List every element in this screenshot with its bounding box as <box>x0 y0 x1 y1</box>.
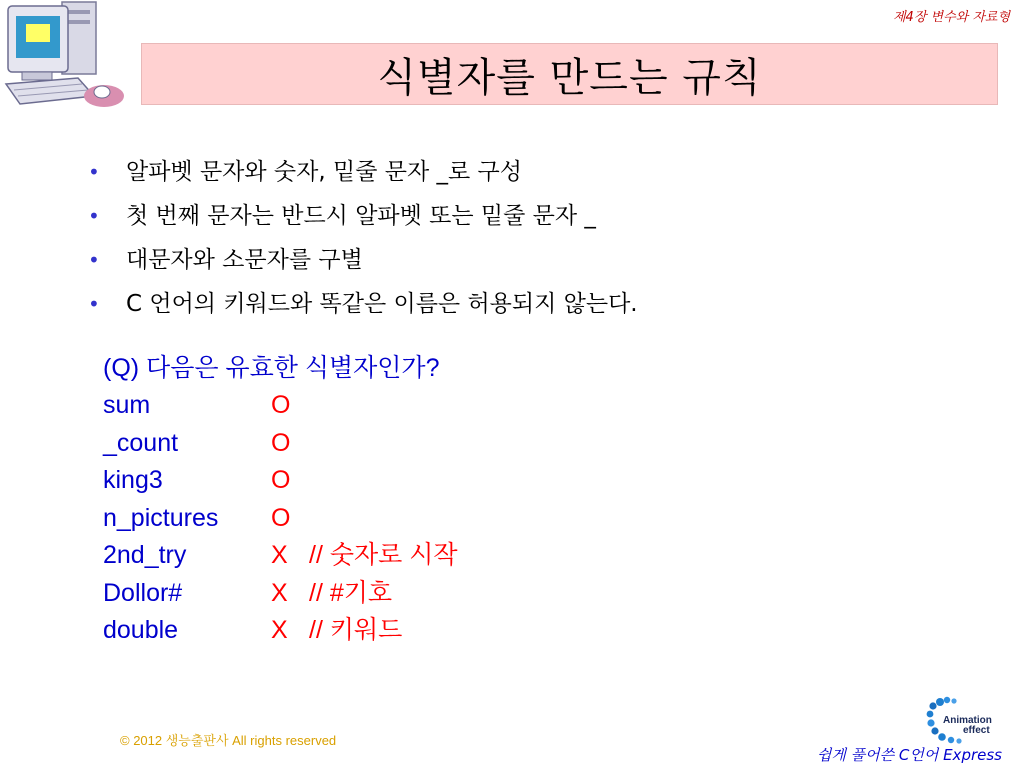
identifier-name: n_pictures <box>103 503 219 532</box>
rule-text: 첫 번째 문자는 반드시 알파벳 또는 밑줄 문자 _ <box>126 203 596 229</box>
rules-list <box>86 152 638 328</box>
bullet-icon: • <box>88 248 100 272</box>
identifier-name: sum <box>103 391 151 419</box>
page-title: 식별자를 만드는 규칙 <box>377 54 762 101</box>
identifier-name: king3 <box>103 466 163 494</box>
quiz-note: // 키워드 <box>309 616 403 644</box>
quiz-block <box>103 350 458 650</box>
quiz-row <box>103 612 458 650</box>
list-item <box>86 240 638 284</box>
identifier-name: 2nd_try <box>103 541 187 569</box>
validity-mark: O <box>271 428 291 457</box>
quiz-note: // #기호 <box>309 578 393 607</box>
animation-effect-icon[interactable] <box>925 696 1005 744</box>
quiz-row <box>103 575 458 613</box>
validity-mark: O <box>271 466 291 494</box>
quiz-row <box>103 537 458 575</box>
quiz-row <box>103 387 458 425</box>
quiz-row <box>103 425 458 463</box>
validity-mark: X <box>271 616 288 644</box>
rule-text: 대문자와 소문자를 구별 <box>126 247 363 273</box>
chapter-label: 제4장 변수와 자료형 <box>893 10 1010 25</box>
badge-line1: Animation <box>943 715 992 726</box>
bullet-icon: • <box>88 204 100 228</box>
badge-line2: effect <box>963 725 990 736</box>
list-item <box>86 152 638 196</box>
quiz-question: (Q) 다음은 유효한 식별자인가? <box>103 354 440 382</box>
identifier-name: double <box>103 616 179 644</box>
computer-icon <box>0 0 135 115</box>
validity-mark: O <box>271 503 291 532</box>
identifier-name: _count <box>103 428 179 457</box>
book-title: 쉽게 풀어쓴 C언어 Express <box>816 746 1002 764</box>
quiz-row <box>103 462 458 500</box>
bullet-icon: • <box>88 292 100 316</box>
validity-mark: X <box>271 578 288 607</box>
rule-text: C 언어의 키워드와 똑같은 이름은 허용되지 않는다. <box>126 291 638 317</box>
bullet-icon: • <box>88 160 100 184</box>
quiz-row <box>103 500 458 538</box>
list-item <box>86 196 638 240</box>
rule-text: 알파벳 문자와 숫자, 밑줄 문자 _로 구성 <box>126 159 522 185</box>
list-item <box>86 284 638 328</box>
quiz-note: // 숫자로 시작 <box>309 541 458 569</box>
validity-mark: X <box>271 541 288 569</box>
title-bar <box>141 43 998 105</box>
identifier-name: Dollor# <box>103 578 183 607</box>
validity-mark: O <box>271 391 291 419</box>
copyright-text: © 2012 생능출판사 All rights reserved <box>120 733 337 748</box>
